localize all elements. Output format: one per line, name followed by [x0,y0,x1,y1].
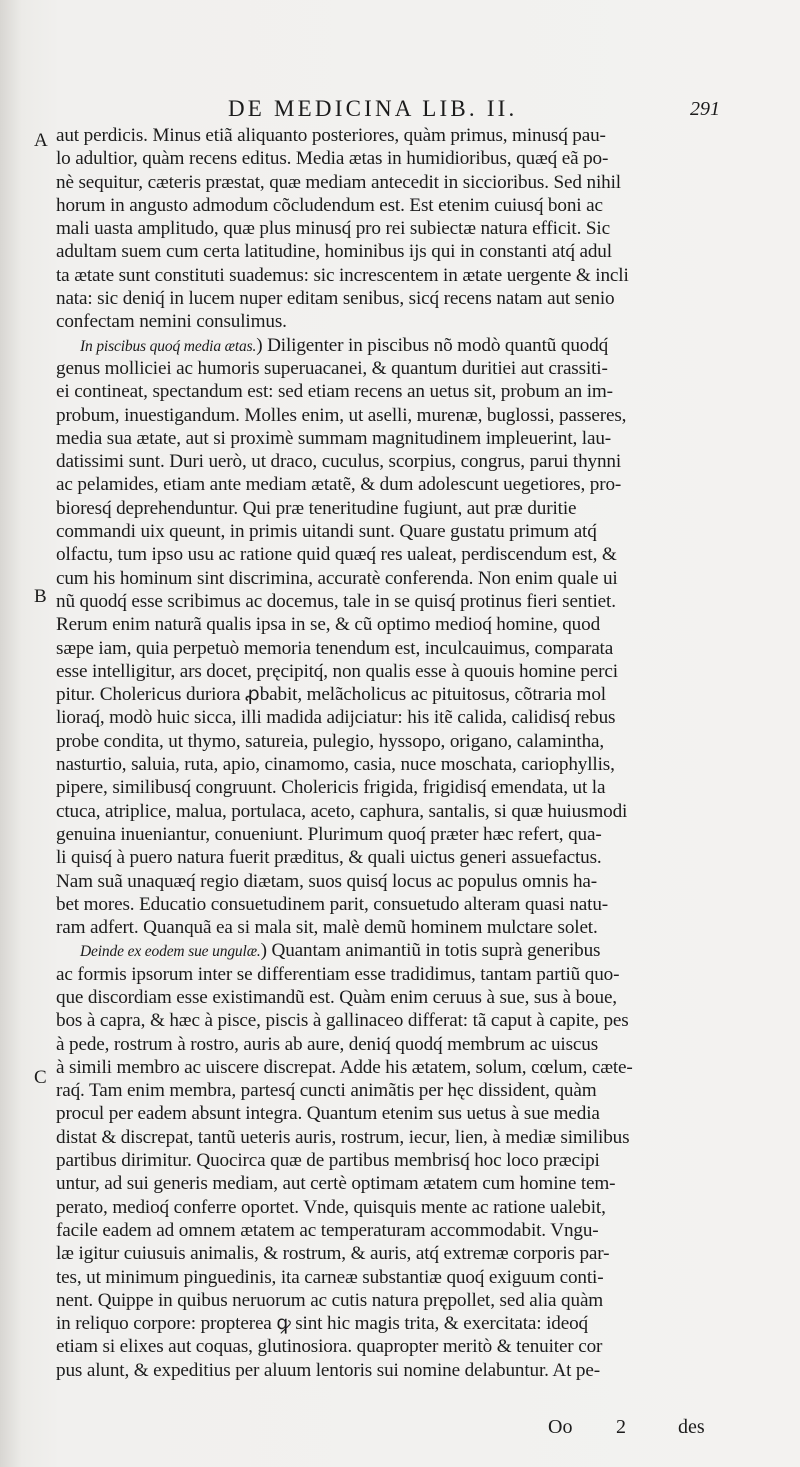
text-line: untur, ad sui generis mediam, aut certè optimam ætatem cum homine tem- [56,1173,616,1195]
text-line: horum in angusto admodum cõcludendum est. Est etenim cuiusq́ boni ac [56,194,603,216]
text-line: esse intelligitur, ars docet, pręcipitq́, non qualis esse à quouis homine perci [56,660,618,682]
text-line: mali uasta amplitudo, quæ plus minusq́ pro rei subiectæ natura efficit. Sic [56,218,610,240]
text-line: sæpe iam, quia perpetuò memoria tenendum est, inculcauimus, comparata [56,637,614,659]
text-line: commandi uix queunt, in primis uitandi sunt. Quare gustatu primum atq́ [56,521,597,543]
text-line: læ igitur cuiusuis animalis, & rostrum, & auris, atq́ extremæ corporis par- [56,1243,610,1265]
text-line: bioresq́ deprehenduntur. Qui præ teneritudine fugiunt, aut præ duritie [56,497,577,519]
text-line: nent. Quippe in quibus neruorum ac cutis natura prępollet, sed alia quàm [56,1289,604,1311]
text-line: adultam suem cum certa latitudine, hominibus ijs qui in constanti atq́ adul [56,241,612,263]
page-footer [548,1416,718,1442]
text-line: nasturtio, saluia, ruta, apio, cinamomo, casia, nuce moschata, cariophyllis, [56,754,615,776]
text-line: que discordiam esse existimandũ est. Quàm enim ceruus à sue, sus à boue, [56,986,617,1008]
page-number: 291 [690,98,720,120]
text-line: media sua ætate, aut si proximè summam magnitudinem impleuerint, lau- [56,427,612,449]
text-line: distat & discrepat, tantũ ueteris auris, rostrum, iecur, lien, à mediæ similibus [56,1126,630,1148]
text-line: pus alunt, & expeditius per aluum lentoris sui nomine delabuntur. At pe- [56,1359,600,1381]
text-line [56,939,712,962]
page-header [228,96,728,126]
text-line: Nam suã unaquæq́ regio diætam, suos quisq́ locus ac populus omnis ha- [56,870,598,892]
text-line: cum his hominum sint discrimina, accuratè conferenda. Non enim quale ui [56,567,618,589]
signature-mark: Oo [548,1416,573,1438]
text-line: probum, inuestigandum. Molles enim, ut aselli, murenæ, buglossi, passeres, [56,404,627,426]
text-line: nata: sic deniq́ in lucem nuper editam senibus, sicq́ recens natam aut senio [56,288,615,310]
text-line: bet mores. Educatio consuetudinem parit, consuetudo alteram quasi natu- [56,893,609,915]
text-line: perato, medioq́ conferre oportet. Vnde, quisquis mente ac ratione ualebit, [56,1196,606,1218]
text-line-rest: ) Quantam animantiũ in totis suprà generibus [260,940,601,962]
text-line: Rerum enim naturã qualis ipsa in se, & cũ optimo medioq́ homine, quod [56,614,601,636]
text-line: ac formis ipsorum inter se differentiam esse tradidimus, tantam partiũ quo- [56,963,620,985]
text-line: facile eadem ad omnem ætatem ac temperaturam accommodabit. Vngu- [56,1219,599,1241]
text-line: pitur. Cholericus duriora ꝓbabit, melãcholicus ac pituitosus, cõtraria mol [56,684,606,706]
text-line: ac pelamides, etiam ante mediam ætatẽ, & dum adolescunt uegetiores, pro- [56,474,622,496]
margin-marker-a: A [34,130,48,151]
body-text [56,124,712,1382]
text-line: procul per eadem absunt integra. Quantum etenim sus uetus à sue media [56,1103,600,1125]
lemma: In piscibus quoq́ media ætas. [80,337,257,355]
text-line: confectam nemini consulimus. [56,311,287,333]
text-line: raq́. Tam enim membra, partesq́ cuncti animãtis per hęc dissident, quàm [56,1080,597,1102]
text-line: datissimi sunt. Duri uerò, ut draco, cuculus, scorpius, congrus, parui thynni [56,451,622,473]
text-line: ei contineat, spectandum est: sed etiam recens an uetus sit, probum an im- [56,381,613,403]
text-line: nè sequitur, cæteris præstat, quæ mediam antecedit in siccioribus. Sed nihil [56,171,621,193]
text-line: nũ quodq́ esse scribimus ac docemus, tale in se quisq́ protinus fieri sentiet. [56,590,616,612]
text-line: tes, ut minimum pinguedinis, ita carneæ substantiæ quoq́ exiguum conti- [56,1266,604,1288]
text-line: olfactu, tum ipso usu ac ratione quid quæq́ res ualeat, perdiscendum est, & [56,544,617,566]
text-line: à pede, rostrum à rostro, auris ab aure, deniq́ quodq́ membrum ac uiscus [56,1033,599,1055]
text-line: lo adultior, quàm recens editus. Media ætas in humidioribus, quæq́ eã po- [56,148,609,170]
text-line: ctuca, atriplice, malua, portulaca, aceto, caphura, santalis, si quæ huiusmodi [56,800,628,822]
text-line: probe condita, ut thymo, satureia, pulegio, hyssopo, origano, calamintha, [56,730,605,752]
signature-number: 2 [616,1416,626,1438]
text-line: bos à capra, & hæc à pisce, piscis à gallinaceo differat: tã caput à capite, pes [56,1010,629,1032]
text-line [56,334,712,357]
text-line: pipere, similibusq́ congruunt. Cholericis frigida, frigidisq́ emendata, ut la [56,777,606,799]
text-line: lioraq́, modò huic sicca, illi madida adijciatur: his itẽ calida, calidisq́ rebus [56,707,616,729]
text-line: etiam si elixes aut coquas, glutinosiora. quapropter meritò & tenuiter cor [56,1336,603,1358]
text-line: in reliquo corpore: propterea ꝙ sint hic magis trita, & exercitata: ideoq́ [56,1313,588,1335]
text-line: à simili membro ac uiscere discrepat. Adde his ætatem, solum, cœlum, cæte- [56,1056,633,1078]
lemma: Deinde ex eodem sue ungulæ. [80,943,261,961]
text-line: li quisq́ à puero natura fuerit præditus, & quali uictus generi assuefactus. [56,847,602,869]
text-line: aut perdicis. Minus etiã aliquanto posteriores, quàm primus, minusq́ pau- [56,125,606,146]
text-line: ram adfert. Quanquã ea si mala sit, malè demũ hominem mulctare solet. [56,917,598,939]
margin-marker-b: B [34,586,47,607]
margin-marker-c: C [34,1067,47,1088]
text-line: ta ætate sunt constituti suademus: sic increscentem in ætate uergente & incli [56,264,629,286]
text-line: genus molliciei ac humoris superuacanei, & quantum duritiei aut crassiti- [56,357,608,379]
text-line: genuina inueniantur, conueniunt. Plurimum quoq́ præter hæc refert, qua- [56,823,602,845]
catchword: des [678,1416,705,1438]
text-line-rest: ) Diligenter in piscibus nõ modò quantũ quodq́ [256,334,609,356]
text-line: partibus dirimitur. Quocirca quæ de partibus membrisq́ hoc loco præcipi [56,1150,600,1172]
running-title: DE MEDICINA LIB. II. [228,96,518,121]
